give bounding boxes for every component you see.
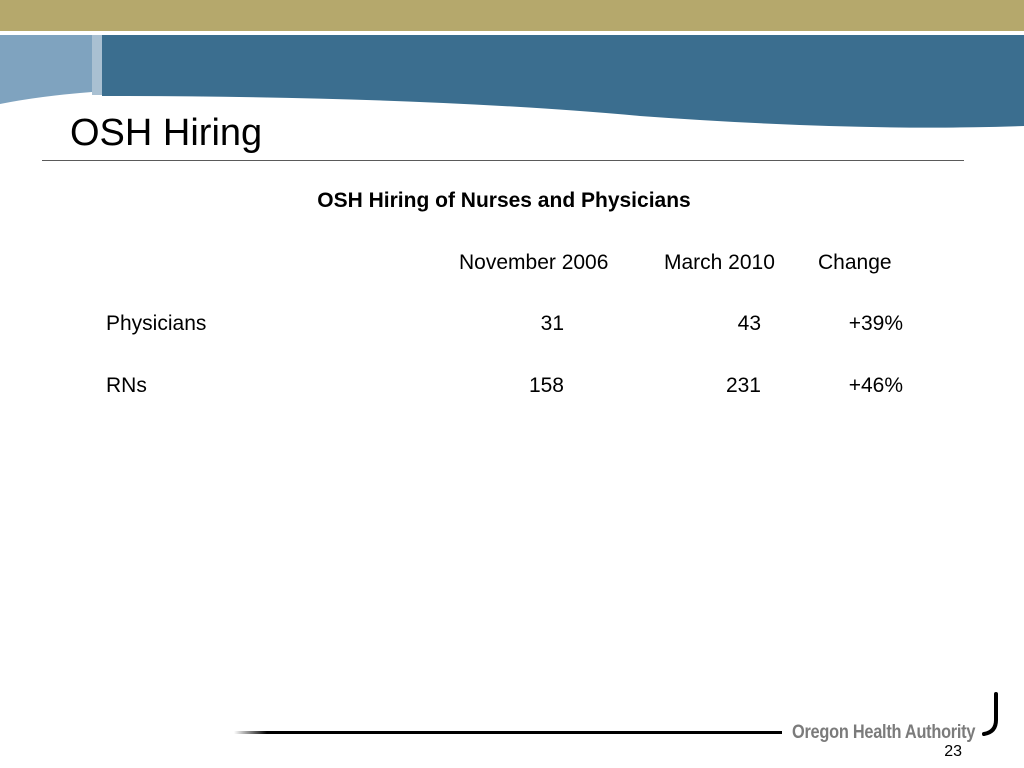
rns-nov-2006-value: 158: [528, 374, 564, 397]
row-label-physicians: Physicians: [106, 312, 207, 335]
column-header-march-2010: March 2010: [664, 251, 775, 274]
oregon-health-authority-logo: Oregon Health Authority: [792, 722, 976, 743]
column-header-november-2006: November 2006: [459, 251, 609, 274]
rns-mar-2010-value: 231: [725, 374, 761, 397]
title-divider: [42, 160, 964, 161]
slide-title: OSH Hiring: [70, 112, 263, 154]
rns-change-value: +46%: [848, 374, 903, 397]
physicians-nov-2006-value: 31: [540, 312, 564, 335]
row-label-rns: RNs: [106, 374, 147, 397]
table-heading: OSH Hiring of Nurses and Physicians: [317, 189, 691, 212]
physicians-change-value: +39%: [848, 312, 903, 335]
footer-divider: [234, 731, 782, 734]
page-number: 23: [944, 743, 962, 760]
column-header-change: Change: [818, 251, 892, 274]
physicians-mar-2010-value: 43: [737, 312, 761, 335]
logo-mark-icon: [978, 690, 1008, 740]
